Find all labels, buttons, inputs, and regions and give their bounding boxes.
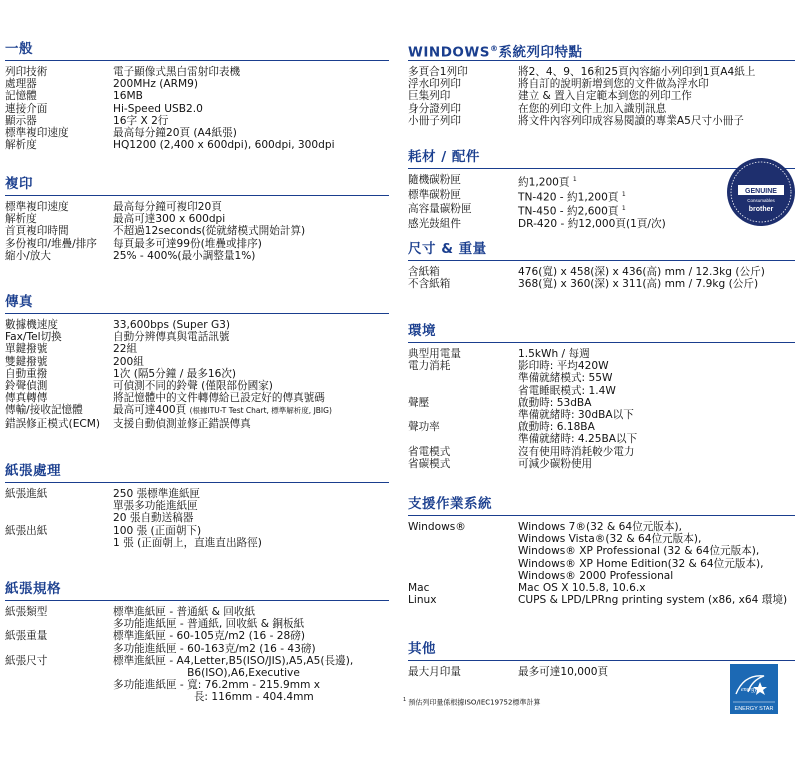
spec-label: 連接介面 xyxy=(5,102,48,115)
spec-value-text: TN-420 - 約1,200頁 xyxy=(518,191,619,204)
spec-label: 不含紙箱 xyxy=(408,278,451,291)
spec-value-text: 25% - 400%(最小調整量1%) xyxy=(113,249,256,262)
spec-row xyxy=(408,78,800,90)
spec-value xyxy=(113,319,394,331)
spec-label: 傳輸/接收記憶體 xyxy=(5,404,83,417)
spec-row xyxy=(5,655,394,667)
section-general xyxy=(0,40,394,151)
spec-value xyxy=(518,570,800,582)
spec-list xyxy=(5,319,394,430)
spec-label: 聲功率 xyxy=(408,421,440,434)
spec-row xyxy=(5,537,394,549)
spec-label: 巨集列印 xyxy=(408,90,451,103)
spec-value xyxy=(518,115,800,127)
spec-value-text: 1次 (隔5分鐘 / 最多16次) xyxy=(113,367,237,380)
spec-value-text: 標準進紙匣 - A4,Letter,B5(ISO/JIS),A5,A5(長邊), xyxy=(113,654,354,667)
spec-label: 聲壓 xyxy=(408,396,430,409)
section-title: 紙張規格 xyxy=(5,581,61,597)
spec-value-text: Hi-Speed USB2.0 xyxy=(113,102,203,115)
spec-row xyxy=(408,433,800,445)
spec-value xyxy=(113,655,394,667)
spec-row xyxy=(408,90,800,102)
spec-value-text: 最高每分鐘20頁 (A4紙張) xyxy=(113,127,237,140)
spec-value-text: HQ1200 (2,400 x 600dpi), 600dpi, 300dpi xyxy=(113,139,335,152)
spec-value-text: 1 張 (正面朝上，直進直出路徑) xyxy=(113,536,262,549)
spec-row xyxy=(5,525,394,537)
spec-row xyxy=(5,343,394,355)
spec-value xyxy=(113,630,394,642)
spec-value xyxy=(518,397,800,409)
spec-value xyxy=(518,266,800,278)
spec-value-text: Mac OS X 10.5.8, 10.6.x xyxy=(518,582,646,595)
spec-value xyxy=(113,78,394,90)
spec-label: 紙張重量 xyxy=(5,630,48,643)
spec-row xyxy=(5,78,394,90)
spec-label xyxy=(408,385,518,397)
spec-row xyxy=(5,90,394,102)
spec-value-text: 22組 xyxy=(113,343,138,356)
spec-value xyxy=(518,385,800,397)
section-fax xyxy=(0,293,394,430)
spec-value-text: 準備就緒模式: 55W xyxy=(518,372,613,385)
footnote-ref: 1 xyxy=(621,190,626,198)
spec-label: 數據機速度 xyxy=(5,319,58,331)
spec-value-text: Windows Vista®(32 & 64位元版本), xyxy=(518,533,702,546)
spec-row xyxy=(408,446,800,458)
spec-value xyxy=(518,103,800,115)
spec-value xyxy=(113,90,394,102)
spec-value-text: 在您的列印文件上加入識別訊息 xyxy=(518,102,667,115)
section-size-weight xyxy=(403,240,800,290)
footnote-ref: 1 xyxy=(621,205,626,213)
spec-label: 身分證列印 xyxy=(408,102,461,115)
spec-value-text: 200組 xyxy=(113,355,144,368)
spec-value xyxy=(113,250,394,262)
spec-value xyxy=(518,348,800,360)
spec-value xyxy=(113,139,394,151)
spec-value xyxy=(518,433,800,445)
spec-row xyxy=(408,266,800,278)
spec-value-text: CUPS & LPD/LPRng printing system (x86, x64 環境) xyxy=(518,594,788,607)
spec-value xyxy=(113,356,394,368)
spec-value-text: 可偵測不同的鈴聲 (僅限部份國家) xyxy=(113,380,273,393)
spec-value-text: 將自訂的說明新增到您的文件做為浮水印 xyxy=(518,78,709,91)
spec-value-text: 可減少碳粉使用 xyxy=(518,457,593,470)
spec-value xyxy=(113,225,394,237)
spec-value-text: 標準進紙匣 - 普通紙 & 回收紙 xyxy=(113,606,256,618)
spec-row xyxy=(408,458,800,470)
spec-value xyxy=(113,418,394,430)
section-paper-handling xyxy=(0,462,394,549)
spec-value xyxy=(113,127,394,139)
spec-row xyxy=(408,115,800,127)
spec-row xyxy=(5,512,394,524)
section-title: 一般 xyxy=(5,41,33,57)
spec-value xyxy=(518,66,800,78)
section-environment xyxy=(403,322,800,470)
spec-list xyxy=(408,348,800,470)
spec-label xyxy=(5,667,113,679)
spec-value xyxy=(518,278,800,290)
spec-value-text: 16MB xyxy=(113,90,143,103)
spec-row xyxy=(408,521,800,533)
spec-label: 最大月印量 xyxy=(408,666,461,678)
spec-row xyxy=(5,488,394,500)
spec-value-text: 多功能進紙匣 - 寬: 76.2mm - 215.9mm x xyxy=(113,679,321,692)
spec-row xyxy=(408,421,800,433)
spec-value-text: Windows® 2000 Professional xyxy=(518,569,674,582)
spec-value xyxy=(113,643,394,655)
spec-value-text: 多功能進紙匣 - 60-163克/m2 (16 - 43磅) xyxy=(113,642,316,655)
spec-list xyxy=(5,201,394,262)
spec-value-text: 準備就緒時: 30dBA以下 xyxy=(518,409,634,422)
spec-row xyxy=(5,331,394,343)
spec-row xyxy=(5,630,394,642)
spec-row xyxy=(5,392,394,404)
energy-star-logo xyxy=(730,664,778,714)
badge-brand-text: brother xyxy=(748,206,774,213)
registered-mark: ® xyxy=(490,44,499,53)
spec-value-text: 約1,200頁 xyxy=(518,176,570,189)
spec-label: 含紙箱 xyxy=(408,266,440,278)
spec-row xyxy=(5,606,394,618)
spec-label: 單鍵撥號 xyxy=(5,343,48,356)
footnote-ref: 1 xyxy=(572,176,577,183)
section-supported-os xyxy=(403,495,800,606)
title-main: WINDOWS xyxy=(408,44,491,61)
badge-consumables-text: Consumables xyxy=(747,198,775,203)
spec-row xyxy=(5,418,394,430)
spec-row xyxy=(408,545,800,557)
spec-row xyxy=(5,319,394,331)
spec-row xyxy=(5,380,394,392)
spec-label: 多份複印/堆疊/排序 xyxy=(5,237,97,250)
spec-label: 紙張尺寸 xyxy=(5,654,48,667)
spec-list xyxy=(408,521,800,606)
spec-label xyxy=(5,618,113,630)
spec-label xyxy=(408,433,518,445)
spec-label: 浮水印列印 xyxy=(408,78,461,91)
spec-label: 省電模式 xyxy=(408,445,451,458)
spec-value-text: 200MHz (ARM9) xyxy=(113,78,199,91)
spec-label: 標準複印速度 xyxy=(5,127,69,140)
section-copy xyxy=(0,175,394,262)
spec-value-text: 33,600bps (Super G3) xyxy=(113,319,231,331)
spec-row xyxy=(5,667,394,679)
spec-label: 鈴聲偵測 xyxy=(5,380,48,393)
spec-label: 自動重撥 xyxy=(5,367,48,380)
spec-value xyxy=(113,201,394,213)
spec-row xyxy=(408,409,800,421)
spec-value-text: 將記憶體中的文件轉傳給已設定好的傳真號碼 xyxy=(113,392,325,405)
spec-label xyxy=(5,679,113,691)
spec-value xyxy=(113,380,394,392)
spec-value xyxy=(518,458,800,470)
section-title: 其他 xyxy=(408,641,436,657)
section-title: 傳真 xyxy=(5,294,33,310)
spec-row xyxy=(5,225,394,237)
section-divider xyxy=(5,313,389,314)
spec-value-text: 單張多功能進紙匣 xyxy=(113,500,198,513)
spec-value xyxy=(113,618,394,630)
badge-genuine-text: GENUINE xyxy=(745,188,777,195)
spec-row xyxy=(5,691,394,703)
spec-value-text: DR-420 - 約12,000頁(1頁/次) xyxy=(518,218,666,231)
spec-value xyxy=(518,360,800,372)
spec-label: 標準碳粉匣 xyxy=(408,188,461,201)
spec-value xyxy=(113,343,394,355)
spec-value-text: 啟動時: 53dBA xyxy=(518,396,592,409)
spec-row xyxy=(408,558,800,570)
spec-row xyxy=(5,368,394,380)
spec-label: 高容量碳粉匣 xyxy=(408,203,472,216)
spec-label: 記憶體 xyxy=(5,90,37,103)
spec-value xyxy=(518,594,800,606)
spec-value-text: 最高可達300 x 600dpi xyxy=(113,213,226,226)
spec-label: 首頁複印時間 xyxy=(5,225,69,238)
spec-row xyxy=(5,404,394,417)
spec-value-text: 自動分辨傳真與電話訊號 xyxy=(113,331,230,344)
spec-label: 感光鼓組件 xyxy=(408,218,461,231)
spec-value-text: 多功能進紙匣 - 普通紙, 回收紙 & 銅板紙 xyxy=(113,618,305,631)
spec-value xyxy=(518,545,800,557)
spec-row xyxy=(408,570,800,582)
spec-label xyxy=(408,372,518,384)
spec-list xyxy=(5,488,394,549)
spec-value-text: Windows® XP Home Edition(32 & 64位元版本), xyxy=(518,557,764,570)
spec-row xyxy=(408,103,800,115)
section-divider xyxy=(408,515,795,516)
section-divider xyxy=(5,60,389,61)
spec-value xyxy=(113,115,394,127)
spec-label: 省碳模式 xyxy=(408,457,451,470)
spec-label xyxy=(408,570,518,582)
spec-list xyxy=(5,66,394,151)
spec-value-text: 最高可達400頁 xyxy=(113,404,187,417)
spec-value xyxy=(518,533,800,545)
spec-row xyxy=(408,66,800,78)
spec-note: (根據ITU-T Test Chart, 標準解析度, JBIG) xyxy=(189,406,332,416)
spec-value-text: TN-450 - 約2,600頁 xyxy=(518,206,619,218)
spec-value xyxy=(113,368,394,380)
spec-value xyxy=(113,392,394,404)
spec-value xyxy=(113,679,394,691)
spec-row xyxy=(5,679,394,691)
spec-row xyxy=(5,618,394,630)
spec-value xyxy=(113,525,394,537)
footnote-marker: 1 xyxy=(403,697,407,703)
spec-value xyxy=(518,582,800,594)
title-rest: 系統列印特點 xyxy=(498,44,583,61)
spec-value-text: 啟動時: 6.18BA xyxy=(518,421,595,434)
spec-label: 雙鍵撥號 xyxy=(5,355,48,368)
spec-value xyxy=(113,606,394,618)
spec-list xyxy=(408,266,800,290)
section-divider xyxy=(5,482,389,483)
spec-value-text: 最高每分鐘可複印20頁 xyxy=(113,201,222,213)
spec-label: 傳真轉傳 xyxy=(5,392,48,405)
spec-label: 標準複印速度 xyxy=(5,201,69,213)
spec-label xyxy=(5,500,113,512)
section-divider xyxy=(408,660,795,661)
spec-value xyxy=(113,537,394,549)
spec-value xyxy=(518,409,800,421)
spec-label xyxy=(408,545,518,557)
spec-value-text: 1.5kWh / 每週 xyxy=(518,348,590,360)
spec-label xyxy=(408,533,518,545)
spec-value-text: 不超過12seconds(從就緒模式開始計算) xyxy=(113,225,306,238)
spec-label xyxy=(5,691,113,703)
spec-row xyxy=(5,213,394,225)
spec-label: 解析度 xyxy=(5,213,37,226)
spec-row xyxy=(408,594,800,606)
spec-value xyxy=(518,78,800,90)
spec-value xyxy=(113,691,394,703)
spec-value-text: 368(寬) x 360(深) x 311(高) mm / 7.9kg (公斤) xyxy=(518,278,759,291)
spec-label: Windows® xyxy=(408,521,466,533)
spec-row xyxy=(408,278,800,290)
spec-value xyxy=(113,331,394,343)
spec-label: 解析度 xyxy=(5,139,37,152)
spec-value-text: 250 張標準進紙匣 xyxy=(113,488,201,500)
spec-row xyxy=(408,533,800,545)
spec-value-text: 將2、4、9、16和25頁內容縮小列印到1頁A4紙上 xyxy=(518,66,756,78)
energy-star-label: ENERGY STAR xyxy=(734,706,774,712)
spec-label: 處理器 xyxy=(5,78,37,91)
spec-value-text: 476(寬) x 458(深) x 436(高) mm / 12.3kg (公斤) xyxy=(518,266,765,278)
section-title: 環境 xyxy=(408,323,436,339)
spec-label: 電力消耗 xyxy=(408,360,451,373)
spec-value-text: 16字 X 2行 xyxy=(113,114,169,127)
spec-row xyxy=(5,201,394,213)
genuine-consumables-badge xyxy=(726,157,796,227)
section-paper-spec xyxy=(0,580,394,704)
spec-row xyxy=(408,397,800,409)
spec-value-text: 長: 116mm - 404.4mm xyxy=(113,691,314,704)
spec-label: 典型用電量 xyxy=(408,348,461,360)
spec-value xyxy=(113,500,394,512)
spec-value xyxy=(518,558,800,570)
spec-value-text: 電子顯像式黑白雷射印表機 xyxy=(113,66,241,78)
energy-star-script: energy xyxy=(740,687,758,693)
footnote-text: 預估列印量係根據ISO/IEC19752標準計算 xyxy=(408,698,541,707)
spec-label: 紙張出紙 xyxy=(5,524,48,537)
spec-value xyxy=(518,90,800,102)
footnote xyxy=(403,697,540,707)
spec-value-text: 準備就緒時: 4.25BA以下 xyxy=(518,433,638,446)
spec-value xyxy=(518,446,800,458)
spec-label xyxy=(408,558,518,570)
spec-label: Linux xyxy=(408,594,437,607)
spec-value xyxy=(113,512,394,524)
section-title xyxy=(403,40,800,61)
spec-row xyxy=(5,139,394,151)
spec-label xyxy=(5,537,113,549)
spec-value-text: 每頁最多可達99份(堆疊或排序) xyxy=(113,237,262,250)
spec-label: 小冊子列印 xyxy=(408,114,461,127)
spec-value xyxy=(113,238,394,250)
spec-row xyxy=(408,582,800,594)
spec-value-text: 最多可達10,000頁 xyxy=(518,666,609,678)
spec-value-text: Windows® XP Professional (32 & 64位元版本), xyxy=(518,545,760,558)
spec-label: Mac xyxy=(408,582,430,595)
spec-label: 隨機碳粉匣 xyxy=(408,174,461,186)
spec-value-text: B6(ISO),A6,Executive xyxy=(113,667,300,680)
section-divider xyxy=(408,342,795,343)
spec-label xyxy=(408,409,518,421)
spec-row xyxy=(5,66,394,78)
section-title: 複印 xyxy=(5,176,33,192)
spec-label: 列印技術 xyxy=(5,66,48,78)
spec-value xyxy=(113,66,394,78)
section-title: 尺寸 & 重量 xyxy=(408,241,487,257)
spec-label: 錯誤修正模式(ECM) xyxy=(5,417,101,430)
spec-row xyxy=(408,360,800,372)
spec-value-text: 支援自動偵測並修正錯誤傳真 xyxy=(113,417,251,430)
spec-row xyxy=(5,115,394,127)
section-divider xyxy=(408,260,795,261)
section-title: 支援作業系統 xyxy=(408,496,492,512)
spec-row xyxy=(5,500,394,512)
spec-row xyxy=(5,127,394,139)
spec-value xyxy=(518,421,800,433)
spec-value xyxy=(113,667,394,679)
spec-value xyxy=(113,213,394,225)
spec-row xyxy=(408,348,800,360)
spec-value xyxy=(113,404,394,417)
spec-value xyxy=(113,103,394,115)
spec-value xyxy=(113,488,394,500)
spec-value xyxy=(518,372,800,384)
spec-value xyxy=(518,521,800,533)
section-divider xyxy=(5,195,389,196)
spec-value-text: 建立 & 置入自定範本到您的列印工作 xyxy=(518,90,692,103)
spec-value-text: Windows 7®(32 & 64位元版本), xyxy=(518,521,682,533)
spec-value-text: 標準進紙匣 - 60-105克/m2 (16 - 28磅) xyxy=(113,630,306,643)
spec-label: Fax/Tel切換 xyxy=(5,331,62,344)
spec-label: 紙張類型 xyxy=(5,606,48,618)
spec-list xyxy=(5,606,394,704)
section-divider xyxy=(5,600,389,601)
spec-value-text: 沒有使用時消耗較少電力 xyxy=(518,445,635,458)
spec-label: 紙張進紙 xyxy=(5,488,48,500)
spec-row xyxy=(5,250,394,262)
spec-row xyxy=(408,372,800,384)
spec-label xyxy=(5,512,113,524)
spec-label: 顯示器 xyxy=(5,114,37,127)
spec-row xyxy=(5,643,394,655)
section-windows-features xyxy=(403,40,800,127)
spec-value-text: 20 張自動送稿器 xyxy=(113,512,194,525)
spec-row xyxy=(5,103,394,115)
spec-value-text: 將文件內容列印成容易閱讀的專業A5尺寸小冊子 xyxy=(518,114,744,127)
section-title: 耗材 / 配件 xyxy=(408,149,480,165)
spec-row xyxy=(408,385,800,397)
spec-value-text: 影印時: 平均420W xyxy=(518,360,609,373)
spec-label: 多頁合1列印 xyxy=(408,66,468,78)
spec-row xyxy=(5,356,394,368)
spec-value-text: 省電睡眠模式: 1.4W xyxy=(518,384,616,397)
spec-label: 縮小/放大 xyxy=(5,249,51,262)
spec-value-text: 100 張 (正面朝下) xyxy=(113,524,202,537)
spec-label xyxy=(5,643,113,655)
spec-row xyxy=(5,238,394,250)
spec-list xyxy=(408,66,800,127)
section-title: 紙張處理 xyxy=(5,463,61,479)
